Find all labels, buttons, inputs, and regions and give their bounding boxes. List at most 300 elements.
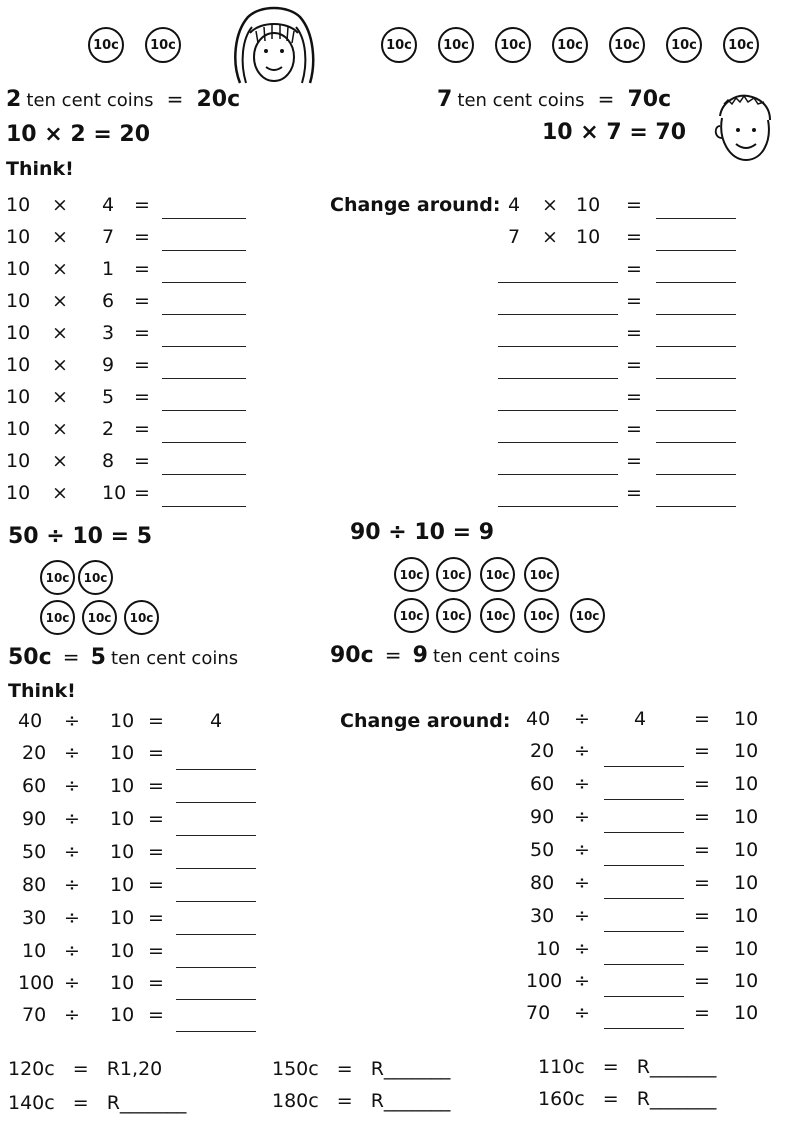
table-row [498,386,743,412]
operand-b: 10 [110,710,135,732]
table-row [498,258,743,284]
equals-sign: = [134,386,150,408]
operand-a: 10 [6,322,31,344]
operator: ÷ [574,1002,590,1024]
operand-b: 10 [110,841,135,863]
operand-a: 10 [6,226,31,248]
table-row [6,418,251,444]
table-row [6,258,251,284]
operator: × [52,194,68,216]
table-row [18,972,263,1000]
operator: ÷ [574,938,590,960]
equals-sign: = [626,322,642,344]
operand-a: 40 [526,708,551,730]
equals-sign: = [134,322,150,344]
table-row [526,1002,766,1030]
answer-blank[interactable] [176,1031,256,1032]
result-value: 10 [734,938,759,960]
equals-sign: = [626,194,642,216]
operator: ÷ [574,773,590,795]
equals-sign: = [597,87,615,111]
expression-blank[interactable] [498,442,618,443]
operator: ÷ [574,872,590,894]
coin-10c: 10c [480,598,515,633]
money-item[interactable] [272,1090,450,1112]
table-row [498,450,743,476]
cents-amount: 140c [8,1092,55,1114]
rand-amount[interactable]: R_______ [370,1058,451,1080]
coin-10c: 10c [480,557,515,592]
expression-blank[interactable] [498,346,618,347]
coin-10c: 10c [40,600,75,635]
girl-face-icon [226,3,322,87]
money-item[interactable] [272,1058,450,1080]
answer-blank[interactable] [656,346,736,347]
sentence-result: 20c [196,87,241,112]
cents-amount: 150c [272,1058,319,1080]
expression-blank[interactable] [498,410,618,411]
answer-blank[interactable] [176,934,256,935]
coin-count: 7 [437,87,453,112]
operator: ÷ [64,907,80,929]
rand-amount[interactable]: R_______ [636,1088,717,1110]
coin-10c: 10c [609,27,645,63]
equals-sign: = [626,450,642,472]
expression-blank[interactable] [498,314,618,315]
result-value: 10 [734,806,759,828]
equals-sign: = [148,808,164,830]
equals-sign: = [694,740,710,762]
equals-sign: = [72,1058,89,1080]
operator: ÷ [64,940,80,962]
answer-blank[interactable] [656,314,736,315]
operator: × [52,290,68,312]
coin-count: 9 [412,643,428,668]
coin-count: 5 [90,645,106,670]
rand-amount[interactable]: R_______ [636,1056,717,1078]
answer-blank[interactable] [176,868,256,869]
equals-sign: = [694,970,710,992]
operand-a: 80 [22,874,47,896]
coin-10c: 10c [436,598,471,633]
change-around-label: Change around: [330,194,501,216]
table-row [526,773,766,801]
rand-amount: R1,20 [106,1058,163,1080]
sentence-text: ten cent coins [26,90,154,111]
money-item[interactable] [538,1056,716,1078]
answer-blank[interactable] [604,865,684,866]
table-row [526,740,766,768]
coin-10c: 10c [82,600,117,635]
answer-blank[interactable] [162,442,246,443]
answer-blank[interactable] [162,506,246,507]
answer-blank[interactable] [604,766,684,767]
answer-blank[interactable] [604,931,684,932]
operand-a: 7 [508,226,521,248]
operator: × [542,226,558,248]
equals-sign: = [148,841,164,863]
coin-count: 2 [6,87,22,112]
table-row [498,354,743,380]
operand-a: 10 [6,418,31,440]
result-value: 10 [734,872,759,894]
boy-face-icon [714,90,776,166]
equals-sign: = [134,418,150,440]
equals-sign: = [602,1056,619,1078]
answer-blank[interactable] [162,474,246,475]
table-row [526,938,766,966]
coin-10c: 10c [394,598,429,633]
answer-blank[interactable] [176,835,256,836]
operator: ÷ [64,775,80,797]
operand-b: 10 [110,1004,135,1026]
operator: ÷ [64,742,80,764]
equals-sign: = [134,354,150,376]
expression-blank[interactable] [498,378,618,379]
operator: ÷ [574,708,590,730]
answer-blank[interactable] [604,832,684,833]
answer-blank[interactable] [162,378,246,379]
operand-b: 4 [102,194,115,216]
sentence-text: ten cent coins [433,646,561,667]
table-row [18,940,263,968]
amount: 90c [330,643,374,668]
operator: ÷ [64,841,80,863]
cents-amount: 180c [272,1090,319,1112]
answer-blank[interactable] [176,769,256,770]
money-item [8,1058,162,1080]
table-row [6,354,251,380]
operand-b: 1 [102,258,115,280]
operand-a: 30 [530,905,555,927]
operand-b: 5 [102,386,115,408]
table-row [498,482,743,508]
coin-10c: 10c [552,27,588,63]
coin-10c: 10c [145,27,181,63]
equals-sign: = [134,450,150,472]
operand-b: 6 [102,290,115,312]
result-value: 10 [734,839,759,861]
coin-10c: 10c [78,560,113,595]
equals-sign: = [694,938,710,960]
table-row [500,226,745,252]
operand-a: 10 [22,940,47,962]
operand-a: 80 [530,872,555,894]
equals-sign: = [62,645,80,669]
equals-sign: = [626,418,642,440]
table-row [526,839,766,867]
cents-amount: 160c [538,1088,585,1110]
answer-blank[interactable] [604,898,684,899]
equals-sign: = [134,482,150,504]
answer-blank[interactable] [162,218,246,219]
coin-10c: 10c [723,27,759,63]
equals-sign: = [694,839,710,861]
operand-a: 4 [508,194,521,216]
answer-blank[interactable] [604,799,684,800]
equals-sign: = [148,1004,164,1026]
coin-10c: 10c [436,557,471,592]
operand-b: 10 [110,808,135,830]
equals-sign: = [166,87,184,111]
operand-a: 30 [22,907,47,929]
coin-10c: 10c [40,560,75,595]
table-row [6,386,251,412]
coin-10c: 10c [394,557,429,592]
coin-10c: 10c [88,27,124,63]
operand-a: 100 [526,970,563,992]
table-row [6,450,251,476]
answer-blank[interactable] [162,346,246,347]
table-row [6,226,251,252]
answer-value: 4 [210,710,223,732]
equals-sign: = [134,194,150,216]
equals-sign: = [694,708,710,730]
table-row [6,322,251,348]
table-row [498,290,743,316]
answer-blank[interactable] [176,802,256,803]
equals-sign: = [148,972,164,994]
equals-sign: = [148,940,164,962]
sentence-text: ten cent coins [457,90,585,111]
result-value: 10 [734,1002,759,1024]
equals-sign: = [694,1002,710,1024]
table-row [498,322,743,348]
table-row [18,841,263,869]
operand-a: 90 [22,808,47,830]
table-row [18,775,263,803]
right-mult-fact: 10 × 7 = 70 [542,120,687,145]
coin-10c: 10c [666,27,702,63]
rand-amount[interactable]: R_______ [370,1090,451,1112]
operator: ÷ [574,970,590,992]
coin-10c: 10c [495,27,531,63]
equals-sign: = [694,773,710,795]
table-row [18,808,263,836]
answer-blank[interactable] [656,378,736,379]
operand-a: 70 [526,1002,551,1024]
equals-sign: = [148,710,164,732]
operand-a: 90 [530,806,555,828]
equals-sign: = [336,1058,353,1080]
operand-a: 100 [18,972,55,994]
division-example-left: 50 ÷ 10 = 5 [8,524,153,549]
table-row [526,872,766,900]
result-value: 10 [734,740,759,762]
left-coins-sentence [6,87,240,112]
operand-a: 60 [530,773,555,795]
table-row [18,874,263,902]
answer-blank[interactable] [604,996,684,997]
answer-blank[interactable] [162,314,246,315]
answer-blank[interactable] [656,474,736,475]
answer-blank[interactable] [162,250,246,251]
equals-sign: = [626,226,642,248]
answer-blank[interactable] [162,410,246,411]
table-row [526,806,766,834]
equals-sign: = [72,1092,89,1114]
equals-sign: = [148,874,164,896]
operator: × [52,258,68,280]
sentence-text: ten cent coins [111,648,239,669]
think-heading: Think! [8,680,76,702]
answer-blank[interactable] [656,218,736,219]
operator: ÷ [64,874,80,896]
answer-blank[interactable] [656,282,736,283]
equals-sign: = [626,386,642,408]
operator: × [52,450,68,472]
answer-blank[interactable] [604,964,684,965]
operand-a: 10 [6,386,31,408]
expression-blank[interactable] [498,506,618,507]
equals-sign: = [134,258,150,280]
result-value: 10 [734,773,759,795]
operand-b: 10 [110,874,135,896]
operand-a: 10 [6,354,31,376]
result-value: 10 [734,905,759,927]
equals-sign: = [694,905,710,927]
table-row [498,418,743,444]
operator: × [52,354,68,376]
answer-blank[interactable] [656,442,736,443]
division-example-right: 90 ÷ 10 = 9 [350,520,495,545]
operator: × [52,226,68,248]
operand-a: 10 [6,450,31,472]
table-row [6,290,251,316]
operand-b: 10 [110,907,135,929]
operator: × [52,386,68,408]
operand-a: 60 [22,775,47,797]
table-row [526,970,766,998]
answer-blank[interactable] [162,282,246,283]
table-row [6,482,251,508]
equals-sign: = [148,907,164,929]
coin-10c: 10c [381,27,417,63]
operand-b: 10 [102,482,127,504]
sentence-result: 70c [627,87,672,112]
operator: × [52,482,68,504]
operator: ÷ [64,972,80,994]
operator: × [542,194,558,216]
operator: ÷ [574,806,590,828]
equals-sign: = [148,775,164,797]
money-item[interactable] [538,1088,716,1110]
table-row [500,194,745,220]
table-row [526,708,766,736]
answer-blank[interactable] [176,999,256,1000]
left-mult-fact: 10 × 2 = 20 [6,122,151,147]
amount: 50c [8,645,52,670]
expression-blank[interactable] [498,282,618,283]
equals-sign: = [626,258,642,280]
operand-a: 10 [536,938,561,960]
equals-sign: = [602,1088,619,1110]
answer-blank[interactable] [176,967,256,968]
operand-a: 10 [6,482,31,504]
operand-a: 10 [6,258,31,280]
operand-b: 3 [102,322,115,344]
operand-b: 4 [634,708,647,730]
cents-amount: 110c [538,1056,585,1078]
operator: ÷ [64,1004,80,1026]
equals-sign: = [626,290,642,312]
answer-blank[interactable] [656,506,736,507]
table-row [526,905,766,933]
right-coins-sentence [437,87,671,112]
coin-10c: 10c [570,598,605,633]
money-item[interactable] [8,1092,186,1114]
cents-amount: 120c [8,1058,55,1080]
operand-a: 20 [22,742,47,764]
answer-blank[interactable] [656,410,736,411]
coin-10c: 10c [124,600,159,635]
change-around-label: Change around: [340,710,511,732]
equals-sign: = [384,643,402,667]
operand-b: 2 [102,418,115,440]
operator: × [52,418,68,440]
operand-a: 50 [22,841,47,863]
equals-sign: = [694,872,710,894]
equals-sign: = [626,354,642,376]
table-row [18,742,263,770]
operand-b: 10 [576,194,601,216]
operand-a: 10 [6,194,31,216]
expression-blank[interactable] [498,474,618,475]
operand-a: 70 [22,1004,47,1026]
table-row [18,1004,263,1032]
operand-b: 10 [110,742,135,764]
operand-b: 10 [110,940,135,962]
result-value: 10 [734,708,759,730]
operator: ÷ [64,710,80,732]
coin-10c: 10c [524,557,559,592]
operand-b: 7 [102,226,115,248]
table-row [18,710,263,738]
equals-sign: = [134,290,150,312]
operand-b: 10 [110,775,135,797]
operand-a: 50 [530,839,555,861]
operand-a: 20 [530,740,555,762]
operand-b: 10 [110,972,135,994]
answer-blank[interactable] [176,901,256,902]
equals-sign: = [694,806,710,828]
operator: ÷ [574,839,590,861]
right-division-sentence [330,643,560,668]
table-row [6,194,251,220]
operator: × [52,322,68,344]
coin-10c: 10c [438,27,474,63]
operator: ÷ [574,740,590,762]
equals-sign: = [134,226,150,248]
result-value: 10 [734,970,759,992]
answer-blank[interactable] [656,250,736,251]
rand-amount[interactable]: R_______ [106,1092,187,1114]
coin-10c: 10c [524,598,559,633]
left-division-sentence [8,645,238,670]
equals-sign: = [148,742,164,764]
answer-blank[interactable] [604,1028,684,1029]
operand-a: 10 [6,290,31,312]
operand-b: 9 [102,354,115,376]
equals-sign: = [626,482,642,504]
operator: ÷ [64,808,80,830]
equals-sign: = [336,1090,353,1112]
think-heading: Think! [6,158,74,180]
operand-a: 40 [18,710,43,732]
operand-b: 8 [102,450,115,472]
operand-b: 10 [576,226,601,248]
operator: ÷ [574,905,590,927]
